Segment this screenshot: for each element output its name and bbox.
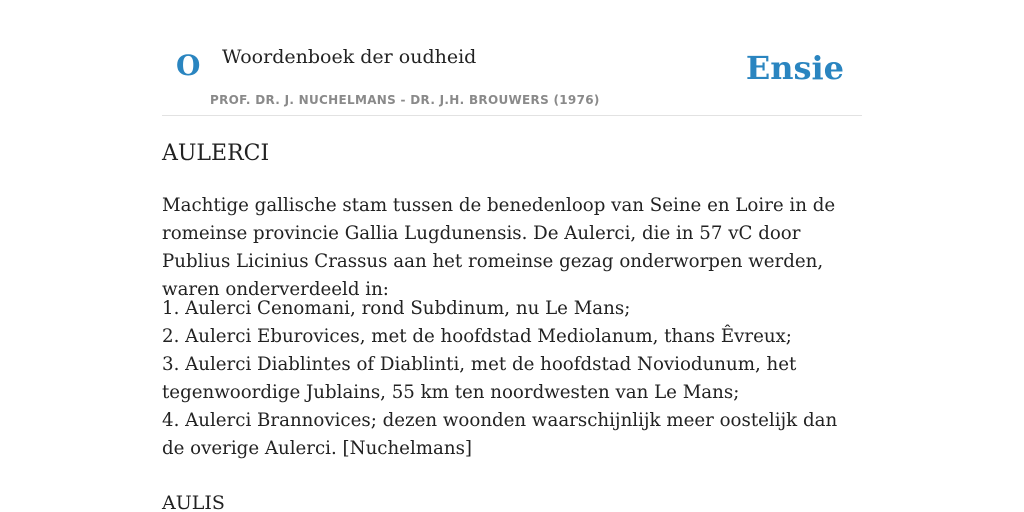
book-title[interactable]: Woordenboek der oudheid: [222, 46, 477, 68]
next-entry-title[interactable]: AULIS: [162, 492, 225, 512]
list-item: 4. Aulerci Brannovices; dezen woonden waarschijnlijk meer oostelijk dan de overige Aulerci. [Nuchelmans]: [162, 410, 838, 459]
dictionary-header: [162, 0, 862, 116]
ensie-logo-link[interactable]: Ensie: [745, 49, 844, 87]
dictionary-letter: O: [176, 49, 201, 82]
entry-list: [162, 295, 862, 463]
list-item: 1. Aulerci Cenomani, rond Subdinum, nu Le Mans;: [162, 298, 631, 319]
page-content: [162, 0, 862, 512]
list-item: 3. Aulerci Diablintes of Diablinti, met de hoofdstad Noviodunum, het tegenwoordige Jublains, 55 km ten noordwesten van Le Mans;: [162, 354, 797, 403]
list-item: 2. Aulerci Eburovices, met de hoofdstad Mediolanum, thans Êvreux;: [162, 326, 792, 347]
entry-intro-paragraph: Machtige gallische stam tussen de benedenloop van Seine en Loire in de romeinse provincie Gallia Lugdunensis. De Aulerci, die in 57 vC door Publius Licinius Crassus aan het romeinse gezag onderworpen werden, waren onderverdeeld in:: [162, 195, 836, 300]
entry-title: AULERCI: [162, 141, 270, 166]
book-authors: PROF. DR. J. NUCHELMANS - DR. J.H. BROUWERS (1976): [210, 93, 600, 107]
